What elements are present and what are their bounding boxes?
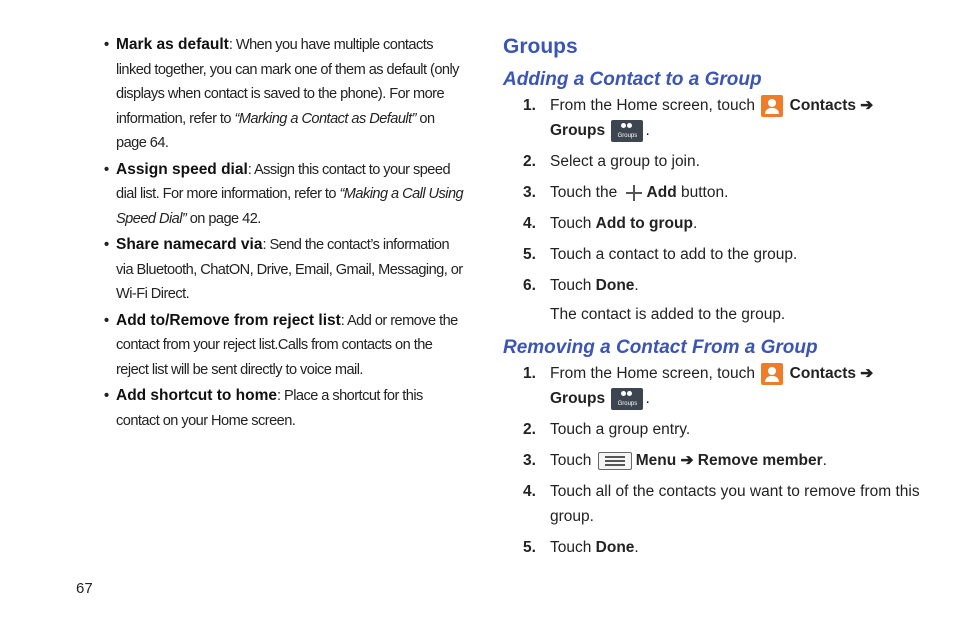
- step-text-post: .: [822, 452, 827, 469]
- bullet-desc: : Add or remove the contact from your reject list.Calls from contacts on the reject list will be sent directly to voice mail.: [116, 312, 458, 378]
- groups-tab-icon: [611, 120, 643, 142]
- bullet-title: Mark as default: [116, 36, 229, 53]
- contacts-label: Contacts ➔: [789, 365, 874, 382]
- add-step-3: [503, 180, 923, 205]
- step-number: 4.: [523, 215, 536, 232]
- bullet-desc: : Place a shortcut for this contact on your Home screen.: [116, 388, 423, 429]
- groups-tab-icon: [611, 388, 643, 410]
- step-end: .: [645, 122, 650, 139]
- right-column: [503, 33, 923, 560]
- bullet-dot: •: [104, 161, 110, 178]
- step-text: From the Home screen, touch: [550, 97, 756, 114]
- bullet-title: Add shortcut to home: [116, 387, 278, 404]
- step-number: 2.: [523, 153, 536, 170]
- subheading-removing-contact: Removing a Contact From a Group: [503, 337, 818, 358]
- remove-step-5: [503, 535, 923, 560]
- contacts-app-icon: [761, 363, 783, 385]
- remove-step-2: [503, 417, 923, 442]
- step-number: 3.: [523, 184, 536, 201]
- step-text: Touch the: [550, 184, 618, 201]
- step-text: Touch a group entry.: [550, 421, 691, 438]
- subheading-adding-contact: Adding a Contact to a Group: [503, 69, 762, 90]
- step-bold: Add: [646, 184, 677, 201]
- add-step-1: [503, 93, 923, 143]
- add-step-2: [503, 149, 923, 174]
- step-text: Touch all of the contacts you want to remove from this group.: [550, 483, 920, 525]
- step-text: Touch: [550, 215, 596, 232]
- left-column: [104, 33, 464, 435]
- step-text: Touch a contact to add to the group.: [550, 246, 798, 263]
- step-text: Touch: [550, 452, 592, 469]
- step-end: .: [645, 390, 650, 407]
- step-number: 1.: [523, 97, 536, 114]
- step-text-post: button.: [676, 184, 729, 201]
- step-bold: Done: [595, 277, 635, 294]
- groups-icon-caption: Groups: [617, 400, 638, 407]
- bullet-tail: on page 42.: [186, 210, 261, 227]
- plus-icon: [624, 183, 644, 203]
- step-bold: Add to group: [595, 215, 693, 232]
- bullet-title: Share namecard via: [116, 236, 263, 253]
- bullet-title: Assign speed dial: [116, 160, 248, 178]
- bullet-dot: •: [104, 312, 110, 329]
- bullet-dot: •: [104, 388, 110, 404]
- contacts-app-icon: [761, 95, 783, 117]
- bullet-reject-list: [104, 309, 464, 383]
- bullet-title: Add to/Remove from reject list: [116, 311, 341, 329]
- add-step-5: [503, 242, 923, 267]
- add-step-6: [503, 273, 923, 298]
- section-heading-groups: Groups: [503, 35, 578, 58]
- bullet-assign-speed-dial: [104, 158, 464, 232]
- remove-step-3: [503, 448, 923, 473]
- step-text-post: .: [634, 539, 639, 556]
- groups-label: Groups: [550, 390, 606, 407]
- step-bold: Done: [595, 539, 635, 556]
- bullet-tail: on page 64.: [116, 110, 435, 151]
- step-text: Select a group to join.: [550, 153, 700, 170]
- bullet-mark-as-default: [104, 33, 464, 156]
- step-number: 1.: [523, 365, 536, 382]
- remove-step-4: [503, 479, 923, 529]
- step-text: Touch: [550, 539, 596, 556]
- bullet-dot: •: [104, 37, 110, 53]
- step-text-post: .: [692, 215, 698, 232]
- bullet-ref: “Marking a Contact as Default”: [234, 110, 416, 127]
- bullet-share-namecard: [104, 233, 464, 307]
- bullet-ref: “Making a Call Using Speed Dial”: [116, 186, 464, 227]
- step-text: From the Home screen, touch: [550, 365, 756, 382]
- remove-step-1: [503, 361, 923, 411]
- bullet-desc: : Assign this contact to your speed dial list. For more information, refer to: [116, 161, 451, 202]
- step-number: 2.: [523, 421, 536, 438]
- add-result-note: The contact is added to the group.: [550, 306, 786, 323]
- groups-label: Groups: [550, 122, 606, 139]
- bullet-desc: : When you have multiple contacts linked together, you can mark one of them as default (only displays when contact is saved to the phone). For more information, refer to: [116, 37, 459, 127]
- menu-key-icon: [598, 452, 632, 470]
- step-number: 6.: [523, 277, 536, 294]
- bullet-desc: : Send the contact’s information via Bluetooth, ChatON, Drive, Email, Gmail, Messaging, or Wi-Fi Direct.: [116, 237, 463, 302]
- add-step-4: [503, 211, 923, 236]
- contacts-label: Contacts ➔: [789, 97, 874, 114]
- step-bold: Menu ➔ Remove member: [635, 452, 823, 469]
- step-text: Touch: [550, 277, 596, 294]
- groups-icon-caption: Groups: [617, 132, 638, 139]
- step-number: 3.: [523, 452, 536, 469]
- step-text-post: .: [634, 277, 639, 294]
- page-number: 67: [76, 580, 93, 597]
- bullet-dot: •: [104, 237, 110, 253]
- bullet-add-shortcut: [104, 384, 464, 433]
- step-number: 5.: [523, 539, 536, 556]
- step-number: 4.: [523, 483, 536, 500]
- step-number: 5.: [523, 246, 536, 263]
